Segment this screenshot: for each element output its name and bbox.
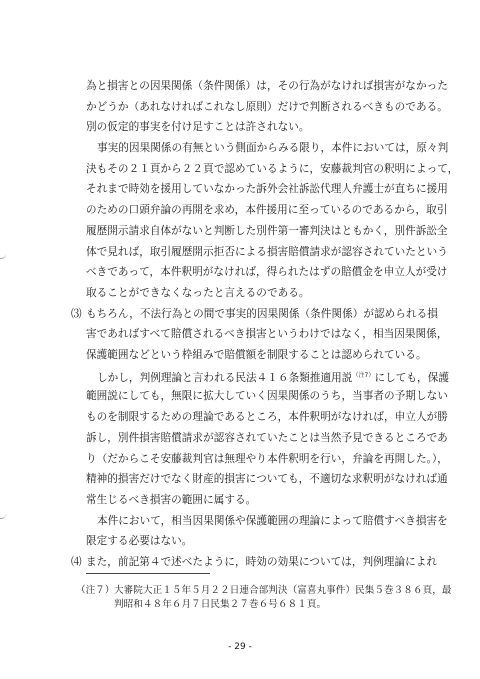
binding-mark [0, 514, 6, 519]
body-line: かどうか（あれなければこれなし原則）だけで判断されるべきものである。 [86, 101, 448, 113]
body-text: しかし，判例理論と言われる民法４１６条類推適用説 [97, 372, 353, 384]
page-number: - 29 - [228, 642, 252, 652]
footnote-label: （注７） [76, 585, 115, 596]
binding-mark [0, 254, 6, 259]
footnote-text: 大審院大正１５年５月２２日連合部判決（富喜丸事件）民集５巻３８６頁，最 [114, 585, 452, 596]
body-line: 範囲説にしても，無限に拡大していく因果関係のうち，当事者の予期しない [86, 390, 448, 402]
section-marker-4: ⑷ [71, 556, 82, 568]
body-line: 常生じるべき損害の範囲に属する。 [86, 494, 257, 506]
body-line: 訴し，別件損害賠償請求が認容されていたことは当然予見できるところであ [86, 432, 448, 444]
body-line: また，前記第４で述べたように，時効の効果については，判例理論によれ [86, 556, 438, 568]
body-line: のための口頭弁論の再開を求め，本件援用に至っているのであるから，取引 [86, 204, 448, 216]
body-text: にしても，保護 [374, 372, 449, 384]
body-line: り（だからこそ安藤裁判官は無理やり本件釈明を行い，弁論を再開した。）， [86, 453, 448, 465]
body-line: ものを制限するための理論であるところ，本件釈明がなければ，申立人が勝 [86, 411, 448, 423]
footnote-reference: （注7） [352, 372, 375, 379]
footnote-divider [86, 573, 210, 574]
footnote-text: 判昭和４８年６月７日民集２７巻６号６８１頁。 [114, 599, 327, 610]
body-line: 為と損害との因果関係（条件関係）は，その行為がなければ損害がなかった [86, 80, 448, 92]
section-marker-3: ⑶ [71, 308, 82, 320]
body-line [97, 369, 449, 385]
body-line: 精神的損害だけでなく財産的損害についても，不適切な求釈明がなければ通 [86, 473, 448, 485]
body-line: 害であればすべて賠償されるべき損害というわけではなく，相当因果関係， [86, 328, 448, 340]
body-line: もちろん，不法行為との間で事実的因果関係（条件関係）が認められる損 [86, 308, 438, 320]
body-line: 別の仮定的事実を付け足すことは許されない。 [86, 121, 310, 133]
body-line: べきであって，本件釈明がなければ，得られたはずの賠償金を申立人が受け [86, 266, 448, 278]
body-line: それまで時効を援用していなかった訴外会社訴訟代理人弁護士が直ちに援用 [86, 183, 448, 195]
body-line: 決もその２１頁から２２頁で認めているように，安藤裁判官の釈明によって， [86, 163, 459, 175]
body-line: 体で見れば，取引履歴開示拒否による損害賠償請求が認容されていたという [86, 246, 448, 258]
body-line: 限定する必要はない。 [86, 535, 193, 547]
body-line: 取ることができなくなったと言えるのである。 [86, 287, 310, 299]
body-line: 保護範囲などという枠組みで賠償額を制限することは認められている。 [86, 349, 427, 361]
body-line: 履歴開示請求自体がないと判断した別件第一審判決はともかく，別件訴訟全 [86, 225, 448, 237]
body-line: 事実的因果関係の有無という側面からみる限り，本件においては，原々判 [97, 142, 449, 154]
body-line: 本件において，相当因果関係や保護範囲の理論によって賠償すべき損害を [97, 515, 448, 527]
